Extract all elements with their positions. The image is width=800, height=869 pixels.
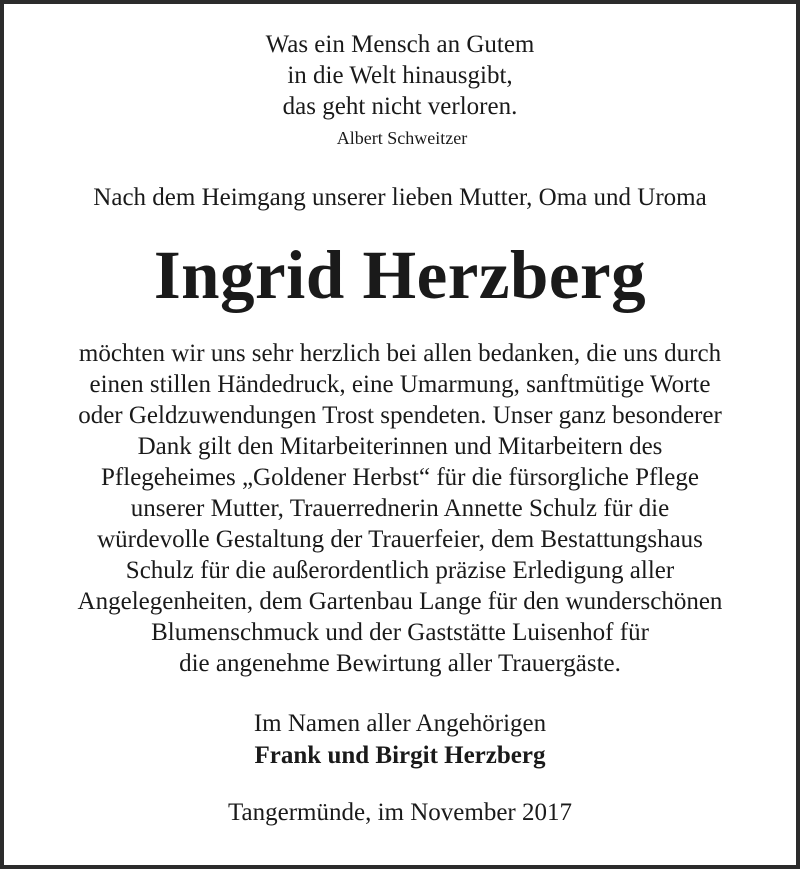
message-line: Pflegeheimes „Goldener Herbst“ für die fürsorgliche Pflege — [101, 464, 699, 491]
quote-line-2: in die Welt hinausgibt, — [287, 62, 513, 89]
quote-line-1: Was ein Mensch an Gutem — [265, 31, 535, 58]
deceased-name: Ingrid Herzberg — [153, 237, 647, 313]
intro-text: Nach dem Heimgang unserer lieben Mutter, Oma und Uroma — [93, 184, 707, 211]
quote-line-3: das geht nicht verloren. — [282, 93, 518, 120]
place-date: Tangermünde, im November 2017 — [228, 799, 572, 826]
message-line: würdevolle Gestaltung der Trauerfeier, dem Bestattungshaus — [97, 526, 703, 553]
message-line: einen stillen Händedruck, eine Umarmung, sanftmütige Worte — [89, 371, 711, 398]
signature-names: Frank und Birgit Herzberg — [254, 742, 546, 769]
message-line: Blumenschmuck und der Gaststätte Luisenhof für — [151, 619, 649, 646]
message-line: unserer Mutter, Trauerrednerin Annette Schulz für die — [130, 495, 670, 522]
message-line: oder Geldzuwendungen Trost spendeten. Unser ganz besonderer — [78, 402, 722, 429]
message-line: die angenehme Bewirtung aller Trauergäste. — [179, 650, 621, 677]
message-line: möchten wir uns sehr herzlich bei allen bedanken, die uns durch — [78, 340, 722, 367]
signature-on-behalf: Im Namen aller Angehörigen — [253, 710, 547, 737]
message-line: Angelegenheiten, dem Gartenbau Lange für den wunderschönen — [77, 588, 723, 615]
message-line: Dank gilt den Mitarbeiterinnen und Mitarbeitern des — [137, 433, 663, 460]
quote-author: Albert Schweitzer — [336, 128, 468, 148]
message-line: Schulz für die außerordentlich präzise Erledigung aller — [125, 557, 675, 584]
